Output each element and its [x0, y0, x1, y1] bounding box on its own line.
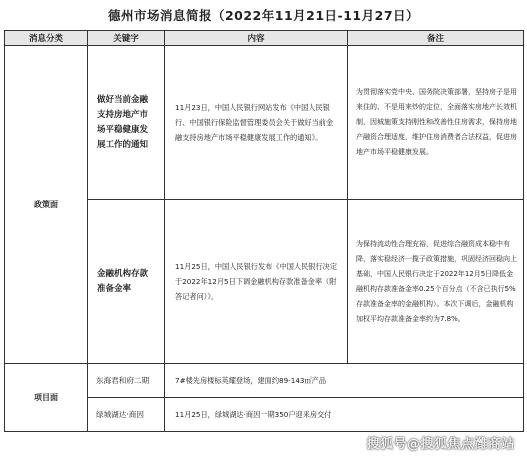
header-note: 备注 — [348, 31, 524, 46]
keyword-cell: 金融机构存款准备金率 — [88, 200, 165, 364]
header-keyword: 关键字 — [88, 31, 165, 46]
note-cell: 为保持流动性合理充裕，促进综合融资成本稳中有降，落实稳经济一揽子政策措施，巩固经济回稳向上基础，中国人民银行决定于2022年12月5日降低金融机构存款准备金率0.25个百分点（不含已执行5%存款准备金率的金融机构）。本次下调后，金融机构加权平均存款准备金率约为7.8%。 — [348, 200, 524, 364]
watermark-text: 搜狐号@搜狐焦点潍商站 — [366, 437, 515, 452]
note-cell: 为贯彻落实党中央、国务院决策部署，坚持房子是用来住的、不是用来炒的定位，全面落实房地产长效机制，因城施策支持刚性和改善性住房需求，保持房地产融资合理适度，维护住房消费者合法权益，促进房地产市场平稳健康发展。 — [348, 46, 524, 200]
keyword-cell: 绿城湖达·商因 — [88, 398, 165, 432]
content-cell: 11月25日，中国人民银行发布《中国人民银行决定于2022年12月5日下调金融机构存款准备金率（附答记者问）》。 — [165, 200, 348, 364]
table-row — [5, 46, 524, 200]
category-policy: 政策面 — [5, 46, 88, 364]
header-category: 消息分类 — [5, 31, 88, 46]
category-project: 项目面 — [5, 364, 88, 432]
news-table — [4, 30, 524, 432]
keyword-cell: 东海君和府二期 — [88, 364, 165, 398]
header-content: 内容 — [165, 31, 348, 46]
content-cell: 11月23日，中国人民银行网站发布《中国人民银行、中国银行保险监督管理委员会关于做好当前金融支持房地产市场平稳健康发展工作的通知》。 — [165, 46, 348, 200]
content-cell: 7#楼先房楼标英耀登场，建面约89-143㎡产品 — [165, 364, 524, 398]
table-row — [5, 364, 524, 398]
table-header-row — [5, 31, 524, 46]
page-title: 德州市场消息简报（2022年11月21日-11月27日） — [107, 8, 420, 23]
content-cell: 11月25日，绿城湖达·商因一期350户迎来房交付 — [165, 398, 524, 432]
keyword-cell: 做好当前金融支持房地产市场平稳健康发展工作的通知 — [88, 46, 165, 200]
